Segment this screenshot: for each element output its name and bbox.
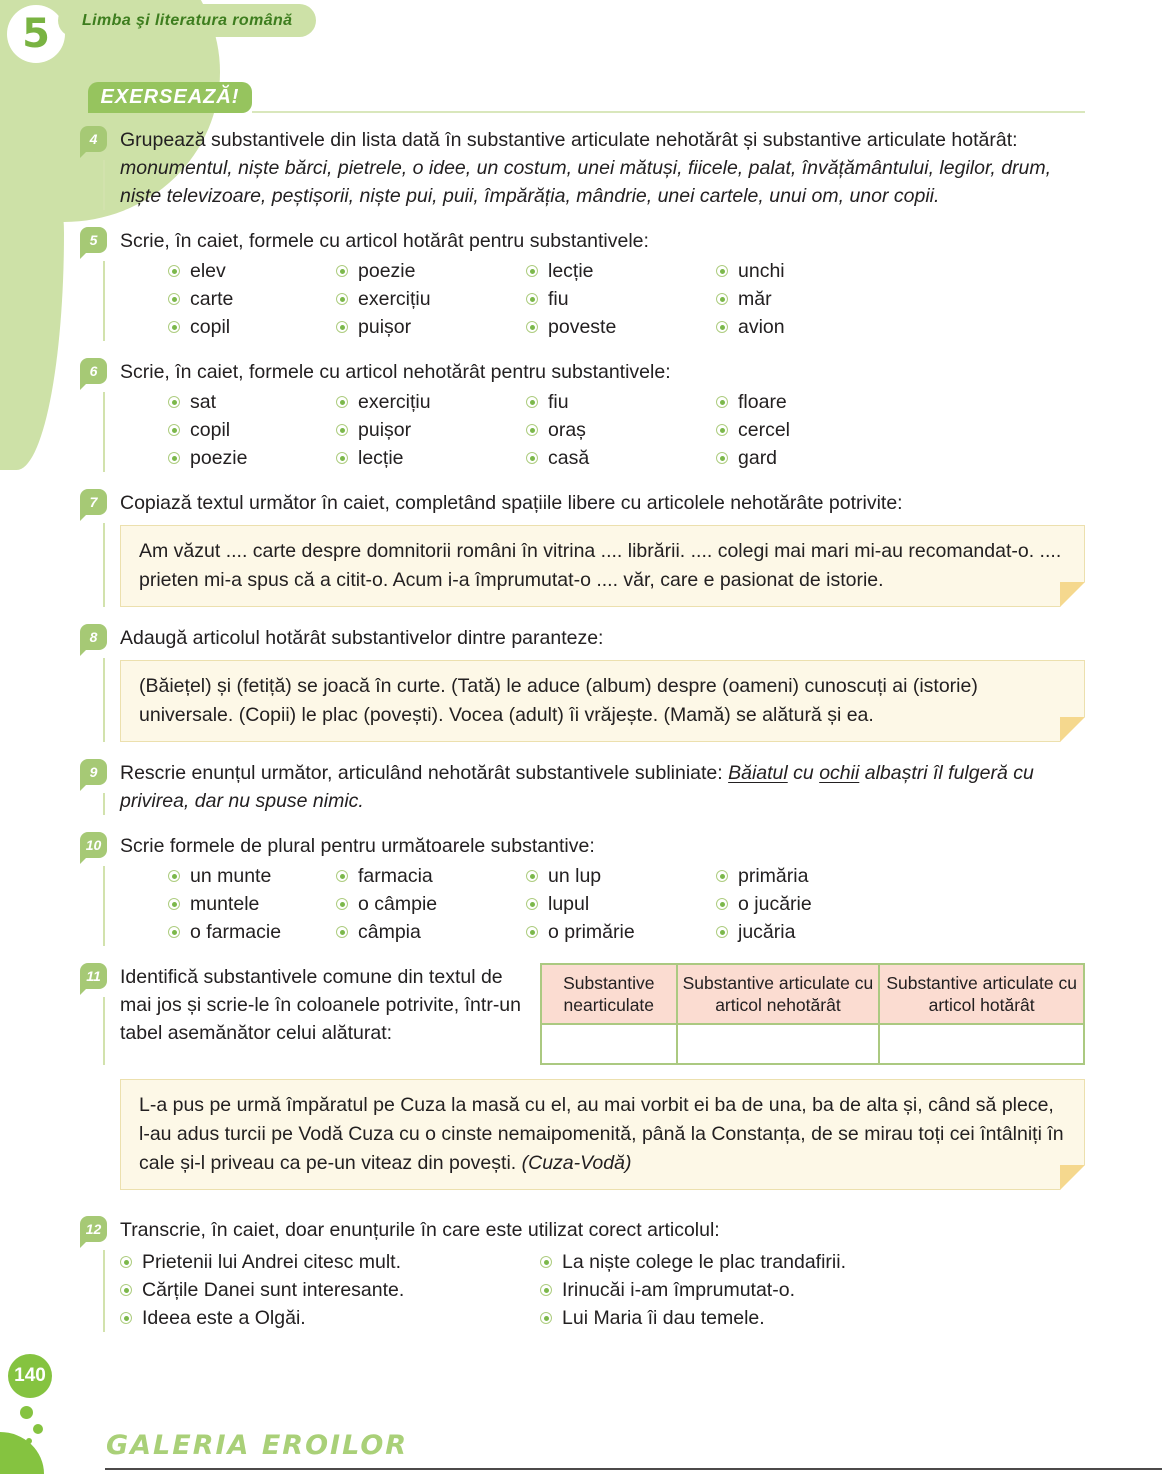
bullet-icon: [168, 265, 180, 277]
unit-number-circle: [7, 5, 65, 63]
list-item-label: o farmacie: [190, 920, 282, 943]
exercise-number-badge: [80, 759, 107, 785]
bullet-icon: [336, 265, 348, 277]
banner-divider-line: [252, 111, 1085, 113]
list-item-label: carte: [190, 287, 234, 310]
list-item: [526, 890, 716, 918]
list-item: [716, 918, 1085, 946]
bullet-icon: [526, 452, 538, 464]
list-item-label: floare: [738, 390, 787, 413]
list-item: [716, 444, 1085, 472]
exercise-gutter: [80, 624, 107, 742]
bullet-icon: [120, 1284, 132, 1296]
list-item-label: poveste: [548, 315, 617, 338]
exercise-number: 7: [89, 494, 98, 510]
exercise-number: 8: [89, 629, 98, 645]
exercise-guide-line: [103, 392, 105, 472]
table-empty-cell: [541, 1024, 677, 1064]
bullet-icon: [168, 321, 180, 333]
list-item-label: copil: [190, 315, 231, 338]
bullet-icon: [526, 898, 538, 910]
bullet-icon: [716, 926, 728, 938]
bullet-icon: [716, 424, 728, 436]
list-item-label: Prietenii lui Andrei citesc mult.: [142, 1250, 402, 1273]
list-item: [540, 1304, 1085, 1332]
exercise-gutter: [80, 1216, 107, 1332]
list-item-label: Irinucăi i-am împrumutat-o.: [562, 1278, 795, 1301]
list-item: [716, 285, 1085, 313]
list-item: [168, 416, 336, 444]
list-item-label: o primărie: [548, 920, 635, 943]
list-item-label: copil: [190, 418, 231, 441]
exercise-10: [80, 832, 1085, 946]
exercise-number-badge: [80, 963, 107, 989]
list-item-label: măr: [738, 287, 772, 310]
list-item-label: gard: [738, 446, 778, 469]
dot-decoration: [20, 1406, 33, 1419]
list-item-label: exercițiu: [358, 390, 431, 413]
bullet-icon: [168, 926, 180, 938]
list-item: [168, 918, 336, 946]
bullet-icon: [540, 1312, 552, 1324]
exercise-gutter: [80, 358, 107, 472]
bullet-icon: [336, 926, 348, 938]
exercise-prompt: [120, 759, 1085, 815]
exercise-prompt: Adaugă articolul hotărât substantivelor dintre paranteze:: [120, 627, 604, 649]
table-header-cell: Substantive nearticulate: [541, 964, 677, 1024]
exercise-guide-line: [103, 261, 105, 341]
bullet-icon: [336, 321, 348, 333]
exercise-number: 10: [85, 837, 102, 853]
list-item: [336, 313, 526, 341]
word-list: monumentul, niște bărci, pietrele, o idee, un costum, unei mătuși, fiicele, palat, învățământului, legilor, drum, niște televizoare, peștișorii, niște pui, puii, împărăția, mândrie, unei cartele, unui om, unor copii.: [120, 157, 1052, 207]
bullet-icon: [526, 926, 538, 938]
exercise-gutter: [80, 832, 107, 946]
list-item: [168, 890, 336, 918]
exercise-number: 9: [89, 764, 98, 780]
exercise-prompt: Grupează substantivele din lista dată în substantive articulate nehotărât și substantive articulate hotărât:: [120, 129, 1018, 151]
exercise-number-badge: [80, 126, 107, 152]
bullet-icon: [526, 265, 538, 277]
exercise-prompt: Scrie formele de plural pentru următoarele substantive:: [120, 835, 595, 857]
bullet-icon: [526, 396, 538, 408]
list-item: [526, 918, 716, 946]
word-grid: [168, 388, 1085, 472]
exercise-prompt: Copiază textul următor în caiet, completând spațiile libere cu articolele nehotărâte potrivite:: [120, 492, 903, 514]
table-empty-cell: [879, 1024, 1084, 1064]
list-item: [336, 416, 526, 444]
page-number: 140: [14, 1365, 46, 1386]
list-item-label: avion: [738, 315, 785, 338]
exercise-prompt: Scrie, în caiet, formele cu articol hotărât pentru substantivele:: [120, 230, 649, 252]
exercise-7: [80, 489, 1085, 607]
exercise-section-banner: [88, 82, 252, 113]
bullet-icon: [336, 870, 348, 882]
bullet-icon: [168, 424, 180, 436]
list-item: [526, 444, 716, 472]
bullet-icon: [716, 870, 728, 882]
list-item-label: poezie: [190, 446, 248, 469]
underlined-word: Băiatul: [728, 762, 788, 784]
list-item: [336, 257, 526, 285]
exercise-gutter: [80, 227, 107, 341]
bullet-icon: [336, 424, 348, 436]
list-item: [716, 416, 1085, 444]
list-item-label: jucăria: [738, 920, 796, 943]
exercise-number-badge: [80, 358, 107, 384]
list-item: [168, 313, 336, 341]
bullet-icon: [540, 1256, 552, 1268]
list-item-label: casă: [548, 446, 590, 469]
list-item: [540, 1248, 1085, 1276]
bullet-icon: [336, 898, 348, 910]
list-item-label: poezie: [358, 259, 416, 282]
list-item-label: Ideea este a Olgăi.: [142, 1306, 306, 1329]
exercise-gutter: [80, 759, 107, 815]
bullet-icon: [168, 452, 180, 464]
corner-quarter-decoration: [0, 1432, 44, 1474]
bullet-icon: [168, 396, 180, 408]
list-item: [526, 313, 716, 341]
bullet-icon: [526, 870, 538, 882]
exercise-number: 4: [89, 131, 98, 147]
exercise-number-badge: [80, 489, 107, 515]
list-item-label: sat: [190, 390, 217, 413]
list-item-label: primăria: [738, 864, 809, 887]
list-item-label: un lup: [548, 864, 602, 887]
list-item-label: exercițiu: [358, 287, 431, 310]
bullet-icon: [526, 293, 538, 305]
exercise-guide-line: [103, 793, 105, 815]
exercise-guide-line: [103, 866, 105, 946]
list-item-label: fiu: [548, 390, 569, 413]
word-grid: [168, 862, 1085, 946]
bullet-icon: [168, 293, 180, 305]
page-bottom-rule: [105, 1468, 1162, 1470]
bullet-icon: [168, 870, 180, 882]
table-header-cell: Substantive articulate cu articol hotărât: [879, 964, 1084, 1024]
list-item: [168, 285, 336, 313]
bullet-icon: [716, 396, 728, 408]
exercise-number: 11: [86, 968, 101, 984]
list-item-label: fiu: [548, 287, 569, 310]
exercise-number-badge: [80, 624, 107, 650]
list-item: [168, 862, 336, 890]
list-item-label: Cărțile Danei sunt interesante.: [142, 1278, 405, 1301]
list-item-label: farmacia: [358, 864, 433, 887]
bullet-icon: [336, 396, 348, 408]
exercise-number: 5: [89, 232, 98, 248]
exercise-number: 6: [89, 363, 98, 379]
page-number-circle: [8, 1354, 52, 1398]
reading-text-box: [120, 1079, 1085, 1190]
exercise-prompt: Identifică substantivele comune din textul de mai jos și scrie-le în coloanele potrivite, într-un tabel asemănător celui alăturat:: [120, 966, 521, 1044]
classification-table: [540, 963, 1085, 1065]
exercise-9: [80, 759, 1085, 815]
bullet-icon: [716, 293, 728, 305]
footer-section-title: [106, 1430, 408, 1461]
bullet-icon: [526, 321, 538, 333]
list-item-label: puișor: [358, 418, 412, 441]
list-item-label: lecție: [358, 446, 404, 469]
list-item-label: o jucărie: [738, 892, 812, 915]
footer-section-label: GALERIA EROILOR: [106, 1430, 409, 1461]
exercise-number-badge: [80, 1216, 107, 1242]
exercise-number: 12: [85, 1221, 102, 1237]
bullet-icon: [336, 452, 348, 464]
table-header-cell: Substantive articulate cu articol nehotărât: [677, 964, 880, 1024]
list-item: [526, 388, 716, 416]
unit-number: 5: [22, 11, 50, 57]
list-item: [168, 444, 336, 472]
exercise-11: [80, 963, 1085, 1065]
list-item: [336, 444, 526, 472]
table-row: [541, 1024, 1084, 1064]
list-item-label: muntele: [190, 892, 260, 915]
list-item: [336, 918, 526, 946]
exercise-number-badge: [80, 227, 107, 253]
exercise-prompt: Transcrie, în caiet, doar enunțurile în care este utilizat corect articolul:: [120, 1219, 720, 1241]
bullet-icon: [716, 265, 728, 277]
text-box: [120, 660, 1085, 742]
list-item: [336, 388, 526, 416]
exercise-12: [80, 1216, 1085, 1332]
list-item-label: puișor: [358, 315, 412, 338]
text-box-content: (Băiețel) și (fetiță) se joacă în curte. (Tată) le aduce (album) despre (oameni) cunoscuți ai (istorie) universale. (Copii) le plac (povești). Vocea (adult) îi vrăjește. (Mamă) se alătură și ea.: [139, 675, 978, 726]
list-item: [526, 285, 716, 313]
bullet-icon: [716, 452, 728, 464]
list-item: [120, 1304, 540, 1332]
underlined-word: ochii: [819, 762, 860, 784]
list-item: [168, 388, 336, 416]
exercise-5: [80, 227, 1085, 341]
list-item: [336, 862, 526, 890]
subject-pill: [58, 4, 316, 37]
table-empty-cell: [677, 1024, 880, 1064]
bullet-icon: [716, 898, 728, 910]
subject-title: Limba şi literatura română: [82, 11, 293, 29]
list-item: [526, 862, 716, 890]
list-item: [526, 257, 716, 285]
exercise-4: [80, 126, 1085, 210]
exercise-prompt: Scrie, în caiet, formele cu articol nehotărât pentru substantivele:: [120, 361, 671, 383]
list-item: [716, 313, 1085, 341]
list-item: [716, 890, 1085, 918]
reading-text: L-a pus pe urmă împăratul pe Cuza la masă cu el, au mai vorbit ei ba de una, ba de alta și, când să plece, l-au adus turcii pe Vodă Cuza cu o cinste nemaipomenită, până la Constanța, de se mirau toți cei întâlniți în cale și-l priveau ca pe-un viteaz din povești.: [139, 1094, 1064, 1174]
exercise-gutter: [80, 489, 107, 607]
exercise-guide-line: [103, 997, 105, 1065]
exercise-6: [80, 358, 1085, 472]
banner-label: EXERSEAZĂ!: [100, 86, 240, 108]
list-item: [540, 1276, 1085, 1304]
list-item-label: o câmpie: [358, 892, 438, 915]
list-item-label: oraș: [548, 418, 586, 441]
list-item: [120, 1248, 540, 1276]
list-item: [336, 285, 526, 313]
exercise-gutter: [80, 963, 107, 1065]
bullet-icon: [540, 1284, 552, 1296]
list-item: [526, 416, 716, 444]
text-box-content: Am văzut .... carte despre domnitorii români în vitrina .... librării. .... colegi mai mari mi-au recomandat-o. .... prieten mi-a spus că a citit-o. Acum i-a împrumutat-o .... văr, care e pasionat de istorie.: [139, 540, 1062, 591]
bullet-icon: [526, 424, 538, 436]
reading-source: (Cuza-Vodă): [521, 1152, 632, 1174]
list-item: [716, 257, 1085, 285]
list-item-label: cercel: [738, 418, 791, 441]
text-box: [120, 525, 1085, 607]
list-item: [120, 1276, 540, 1304]
bullet-icon: [716, 321, 728, 333]
list-item-label: lecție: [548, 259, 594, 282]
bullet-icon: [120, 1312, 132, 1324]
exercise-gutter: [80, 126, 107, 210]
left-edge-decoration: [0, 150, 64, 470]
list-item: [336, 890, 526, 918]
bullet-icon: [120, 1256, 132, 1268]
exercise-guide-line: [103, 523, 105, 607]
exercise-8: [80, 624, 1085, 742]
list-item-label: elev: [190, 259, 226, 282]
list-item: [168, 257, 336, 285]
bullet-icon: [336, 293, 348, 305]
prompt-text: Rescrie enunțul următor, articulând nehotărât substantivele subliniate:: [120, 762, 723, 784]
sentence-grid: [120, 1248, 1085, 1332]
bullet-icon: [168, 898, 180, 910]
sentence-fragment: albaștri îl fulgeră cu privirea, dar nu spuse nimic.: [120, 762, 1034, 812]
list-item-label: Lui Maria îi dau temele.: [562, 1306, 765, 1329]
list-item-label: La niște colege le plac trandafirii.: [562, 1250, 846, 1273]
exercise-guide-line: [103, 160, 105, 210]
exercise-number-badge: [80, 832, 107, 858]
exercise-guide-line: [103, 658, 105, 742]
list-item: [716, 388, 1085, 416]
word-grid: [168, 257, 1085, 341]
list-item-label: un munte: [190, 864, 272, 887]
exercises-column: [80, 126, 1085, 1349]
exercise-guide-line: [103, 1250, 105, 1332]
list-item-label: unchi: [738, 259, 785, 282]
dot-decoration: [33, 1424, 43, 1434]
list-item-label: lupul: [548, 892, 590, 915]
sentence-fragment: cu: [793, 762, 814, 784]
list-item: [716, 862, 1085, 890]
list-item-label: câmpia: [358, 920, 421, 943]
